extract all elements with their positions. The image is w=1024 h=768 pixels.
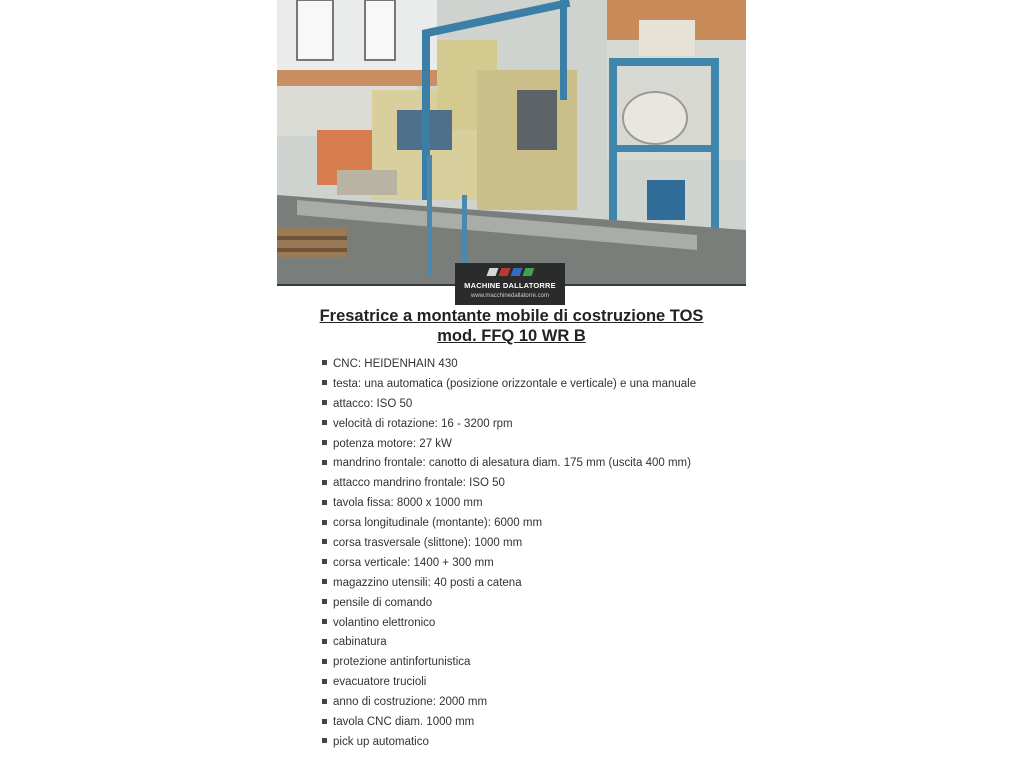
spec-item	[322, 494, 696, 514]
bullet-icon	[322, 679, 327, 684]
spec-text: cabinatura	[333, 636, 387, 649]
bullet-icon	[322, 460, 327, 465]
bullet-icon	[322, 559, 327, 564]
spec-text: evacuatore trucioli	[333, 676, 427, 689]
spec-text: pensile di comando	[333, 596, 433, 609]
spec-text: volantino elettronico	[333, 616, 436, 629]
spec-item	[322, 733, 696, 753]
spec-list	[322, 355, 696, 753]
company-logo	[455, 263, 565, 305]
bullet-icon	[322, 440, 327, 445]
spec-item	[322, 395, 696, 415]
spec-item	[322, 534, 696, 554]
bullet-icon	[322, 738, 327, 743]
spec-text: tavola fissa: 8000 x 1000 mm	[333, 497, 483, 510]
logo-mark	[522, 268, 534, 276]
spec-item	[322, 375, 696, 395]
spec-item	[322, 474, 696, 494]
spec-item	[322, 713, 696, 733]
spec-item	[322, 633, 696, 653]
bullet-icon	[322, 420, 327, 425]
spec-text: CNC: HEIDENHAIN 430	[333, 358, 458, 370]
title-line-2: mod. FFQ 10 WR B	[437, 327, 586, 345]
spec-text: testa: una automatica (posizione orizzontale e verticale) e una manuale	[333, 377, 697, 390]
spec-text: velocità di rotazione: 16 - 3200 rpm	[333, 417, 513, 430]
bullet-icon	[322, 659, 327, 664]
logo-marks	[455, 263, 565, 276]
logo-mark	[498, 268, 510, 276]
bullet-icon	[322, 579, 327, 584]
bullet-icon	[322, 520, 327, 525]
spec-item	[322, 614, 696, 634]
spec-item	[322, 454, 696, 474]
bullet-icon	[322, 599, 327, 604]
spec-text: attacco mandrino frontale: ISO 50	[333, 477, 505, 490]
spec-item	[322, 415, 696, 435]
spec-item	[322, 574, 696, 594]
spec-item	[322, 435, 696, 455]
spec-item	[322, 514, 696, 534]
title-line-1: Fresatrice a montante mobile di costruzione TOS	[319, 307, 704, 325]
bullet-icon	[322, 400, 327, 405]
bullet-icon	[322, 719, 327, 724]
bullet-icon	[322, 699, 327, 704]
spec-item	[322, 594, 696, 614]
bullet-icon	[322, 380, 327, 385]
logo-name: MACHINE DALLATORRE	[464, 281, 556, 290]
milling-machine-photo	[277, 0, 746, 284]
spec-text: magazzino utensili: 40 posti a catena	[333, 576, 522, 589]
spec-text: tavola CNC diam. 1000 mm	[333, 716, 475, 729]
bullet-icon	[322, 500, 327, 505]
bullet-icon	[322, 539, 327, 544]
bullet-icon	[322, 619, 327, 624]
spec-text: attacco: ISO 50	[333, 397, 413, 410]
spec-text: anno di costruzione: 2000 mm	[333, 696, 488, 709]
spec-item	[322, 693, 696, 713]
logo-mark	[486, 268, 498, 276]
spec-text: corsa verticale: 1400 + 300 mm	[333, 556, 494, 569]
spec-text: protezione antinfortunistica	[333, 656, 471, 669]
spec-item	[322, 355, 696, 375]
logo-mark	[510, 268, 522, 276]
spec-item	[322, 673, 696, 693]
spec-item	[322, 554, 696, 574]
spec-text: corsa longitudinale (montante): 6000 mm	[333, 517, 543, 530]
spec-text: corsa trasversale (slittone): 1000 mm	[333, 537, 523, 550]
bullet-icon	[322, 480, 327, 485]
machine-photo	[277, 0, 746, 284]
bullet-icon	[322, 360, 327, 365]
spec-item	[322, 653, 696, 673]
logo-url: www.macchinedallatorre.com	[470, 293, 550, 299]
document-title	[277, 306, 746, 346]
spec-text: potenza motore: 27 kW	[333, 437, 452, 450]
bullet-icon	[322, 639, 327, 644]
spec-text: mandrino frontale: canotto di alesatura diam. 175 mm (uscita 400 mm)	[333, 457, 691, 470]
spec-text: pick up automatico	[333, 735, 429, 748]
